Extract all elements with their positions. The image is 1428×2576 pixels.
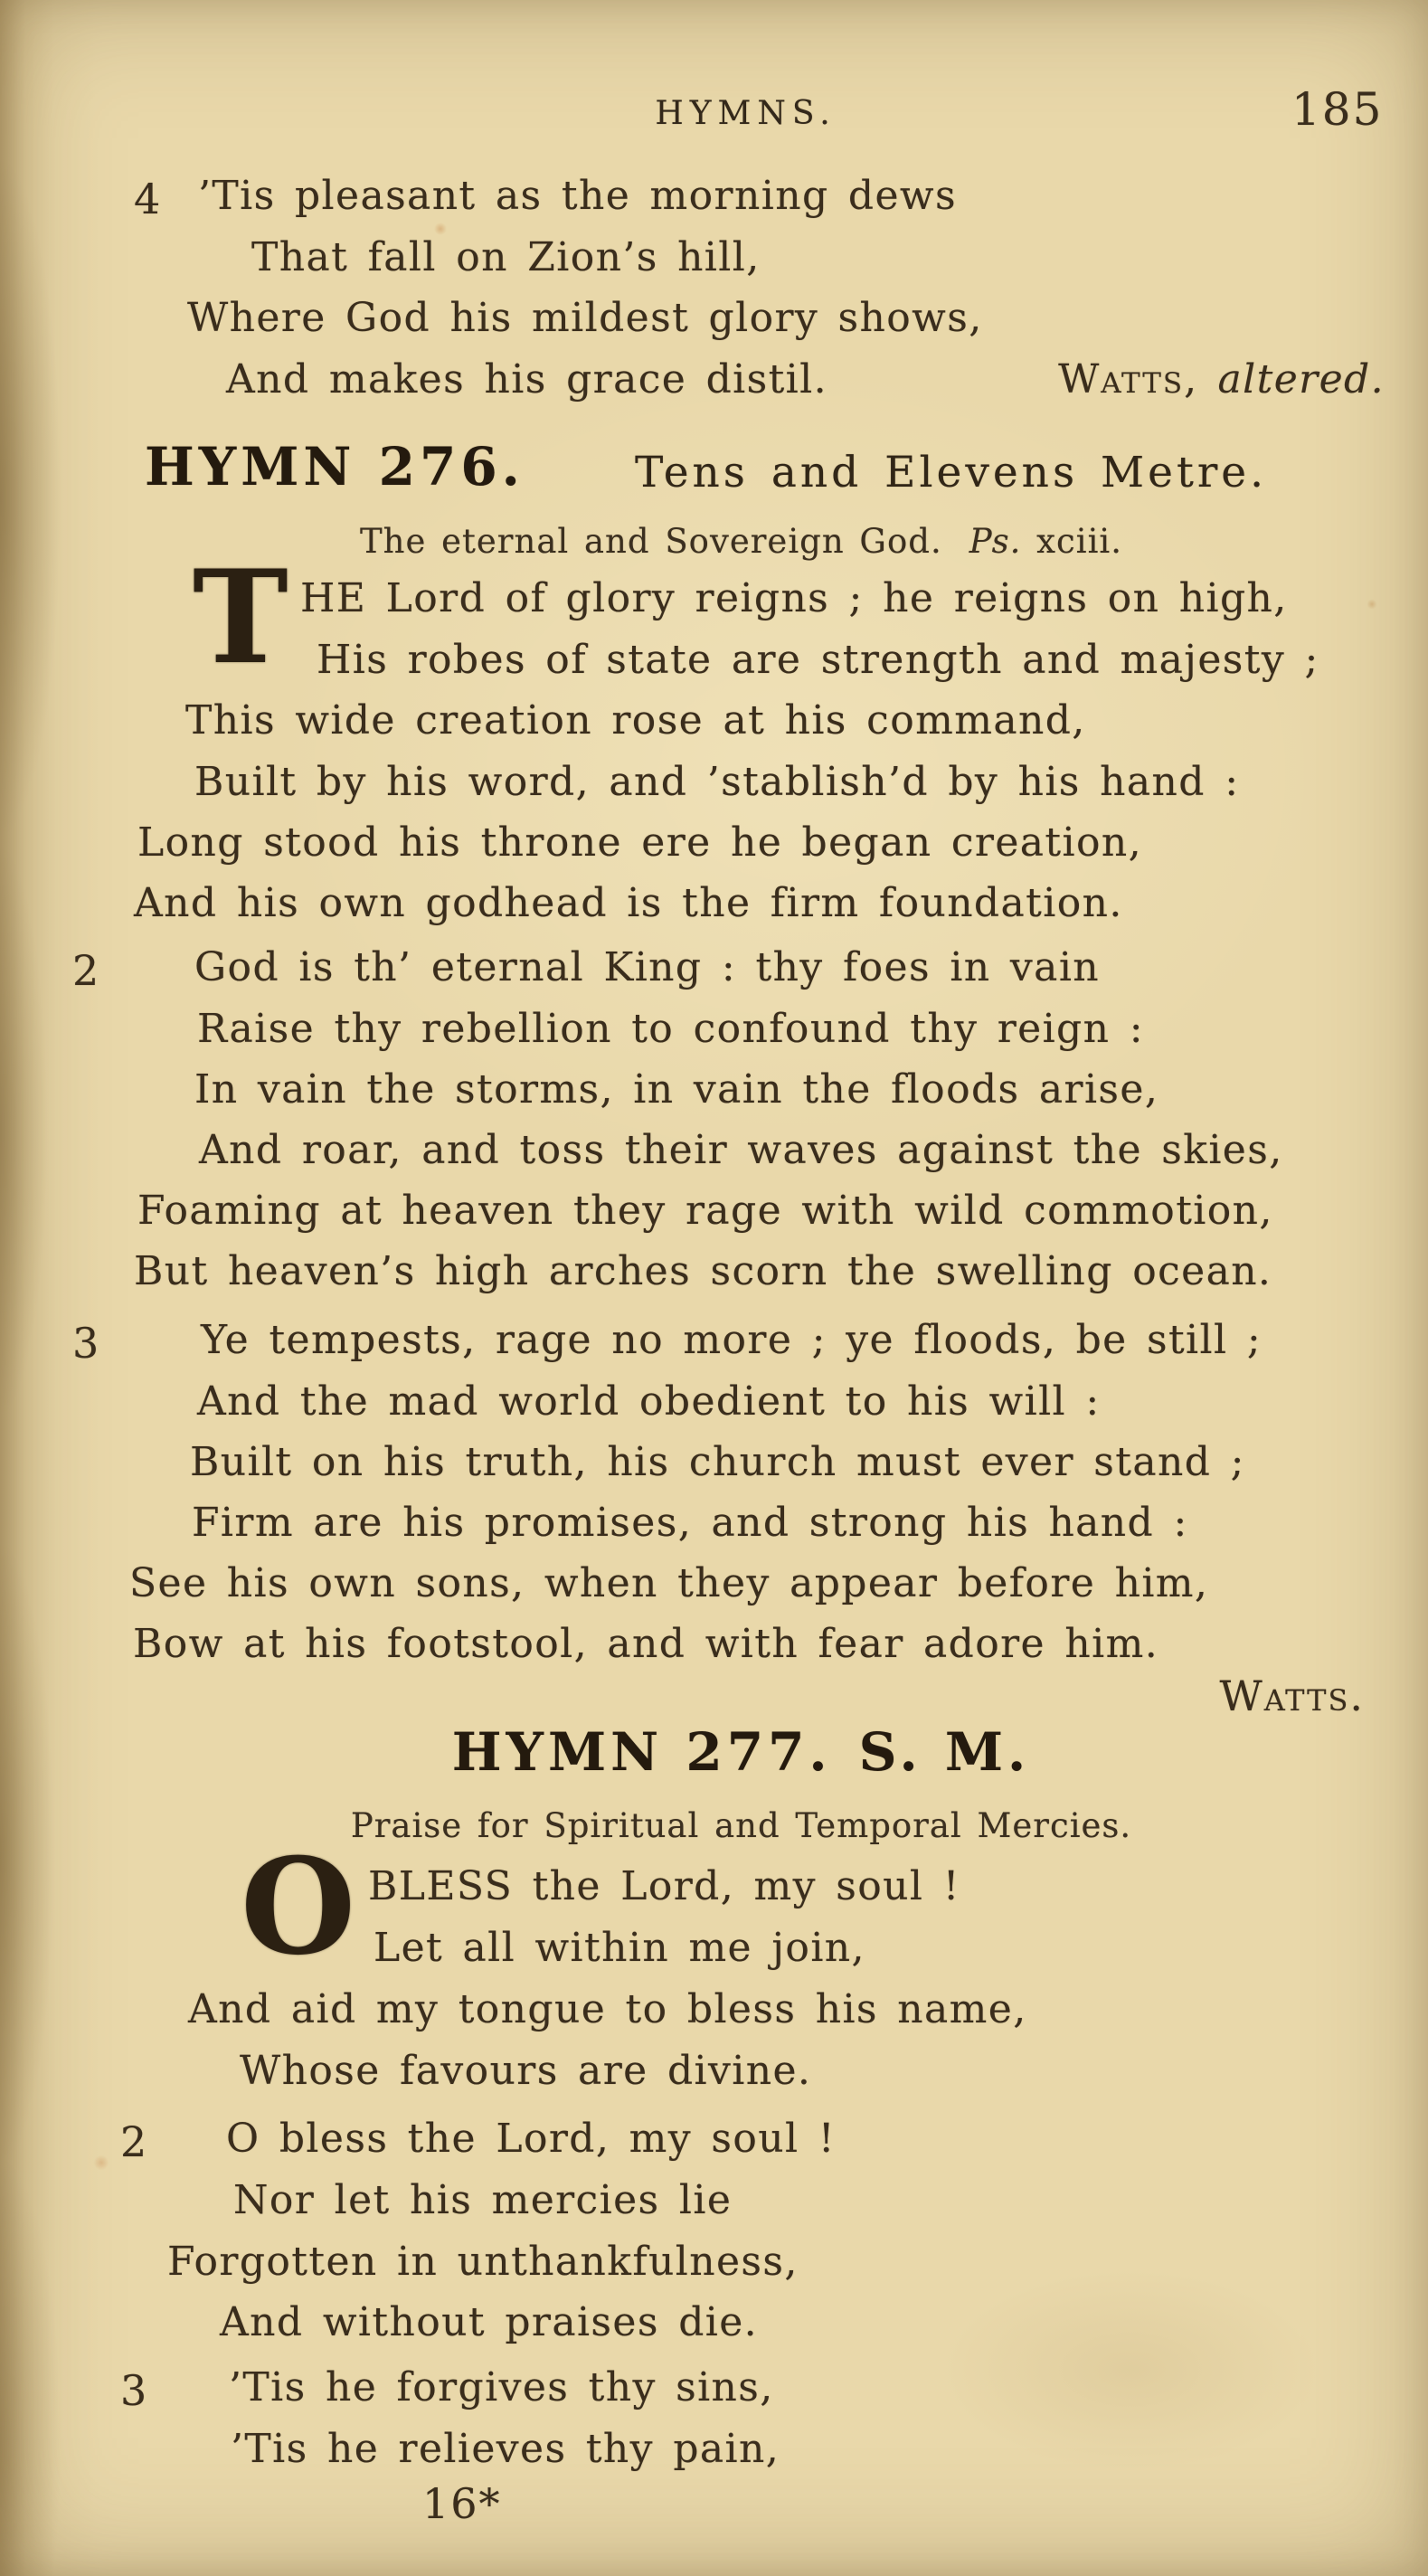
verse-line: Nor let his mercies lie xyxy=(233,2177,733,2223)
attribution-note: altered. xyxy=(1217,356,1385,402)
verse-line: Raise thy rebellion to confound thy reign : xyxy=(197,1006,1144,1052)
hymn-277-heading xyxy=(54,1721,1428,1783)
verse-line: And aid my tongue to bless his name, xyxy=(188,1986,1027,2032)
hymn-277-meter: S. M. xyxy=(858,1721,1031,1783)
verse-line-with-attribution xyxy=(226,356,1385,402)
verse-line: Ye tempests, rage no more ; ye floods, be still ; xyxy=(201,1317,1263,1363)
scripture-ref-num: xciii. xyxy=(1036,522,1122,561)
verse-line: This wide creation rose at his command, xyxy=(185,697,1086,743)
attribution xyxy=(1058,356,1385,402)
verse-line: Foaming at heaven they rage with wild commotion, xyxy=(137,1188,1273,1234)
verse-line: Bow at his footstool, and with fear adore him. xyxy=(133,1621,1159,1667)
verse-line-text: And makes his grace distil. xyxy=(226,356,827,402)
verse-line: Built on his truth, his church must ever stand ; xyxy=(190,1439,1245,1485)
signature-mark: 16* xyxy=(422,2479,502,2528)
verse-number: 2 xyxy=(72,946,100,995)
verse-line: Built by his word, and ’stablish’d by his hand : xyxy=(194,759,1240,805)
verse-line: And his own godhead is the firm foundation. xyxy=(134,880,1123,926)
page-number: 185 xyxy=(1291,83,1384,136)
verse-line: In vain the storms, in vain the floods arise, xyxy=(194,1066,1159,1113)
verse-line: And without praises die. xyxy=(220,2299,759,2345)
hymn-276-attribution: Watts. xyxy=(1219,1672,1365,1720)
verse-line: BLESS the Lord, my soul ! xyxy=(368,1863,960,1909)
verse-number: 3 xyxy=(120,2366,148,2415)
verse-line: Firm are his promises, and strong his hand : xyxy=(192,1500,1188,1546)
attribution-author: Watts, xyxy=(1058,356,1199,402)
running-head: HYMNS. xyxy=(655,95,837,132)
verse-line: ’Tis he forgives thy sins, xyxy=(229,2364,774,2410)
verse-line: His robes of state are strength and majesty ; xyxy=(317,637,1319,683)
verse-line: And roar, and toss their waves against the skies, xyxy=(199,1127,1283,1173)
verse-line: O bless the Lord, my soul ! xyxy=(226,2116,836,2162)
dropcap-letter: T xyxy=(193,543,288,693)
verse-line: HE Lord of glory reigns ; he reigns on high, xyxy=(300,575,1288,621)
hymn-277-subtitle: Praise for Spiritual and Temporal Mercies. xyxy=(350,1806,1132,1845)
verse-line: That fall on Zion’s hill, xyxy=(251,234,761,280)
verse-line: God is th’ eternal King : thy foes in vain xyxy=(194,944,1101,990)
verse-line: Forgotten in unthankfulness, xyxy=(167,2239,799,2285)
scripture-ref-book: Ps. xyxy=(969,522,1022,561)
hymn-276-number: HYMN 276. xyxy=(145,436,525,497)
verse-line: ’Tis pleasant as the morning dews xyxy=(198,173,957,219)
hymn-277-number: HYMN 277. xyxy=(451,1721,832,1783)
verse-line: Where God his mildest glory shows, xyxy=(187,295,983,341)
verse-number: 3 xyxy=(72,1319,100,1368)
verse-line: Long stood his throne ere he began creation, xyxy=(137,819,1142,866)
verse-line: ’Tis he relieves thy pain, xyxy=(231,2426,780,2472)
verse-number: 4 xyxy=(134,175,162,223)
dropcap-letter: O xyxy=(241,1830,356,1984)
verse-line: And the mad world obedient to his will : xyxy=(197,1378,1101,1425)
verse-line: Whose favours are divine. xyxy=(240,2048,812,2094)
verse-line: Let all within me join, xyxy=(374,1925,865,1971)
verse-line: But heaven’s high arches scorn the swelling ocean. xyxy=(134,1248,1272,1294)
hymn-276-subtitle: The eternal and Sovereign God. xyxy=(359,522,942,561)
verse-number: 2 xyxy=(120,2117,148,2166)
hymn-276-meter: Tens and Elevens Metre. xyxy=(635,448,1268,497)
verse-line: See his own sons, when they appear before him, xyxy=(129,1560,1209,1606)
